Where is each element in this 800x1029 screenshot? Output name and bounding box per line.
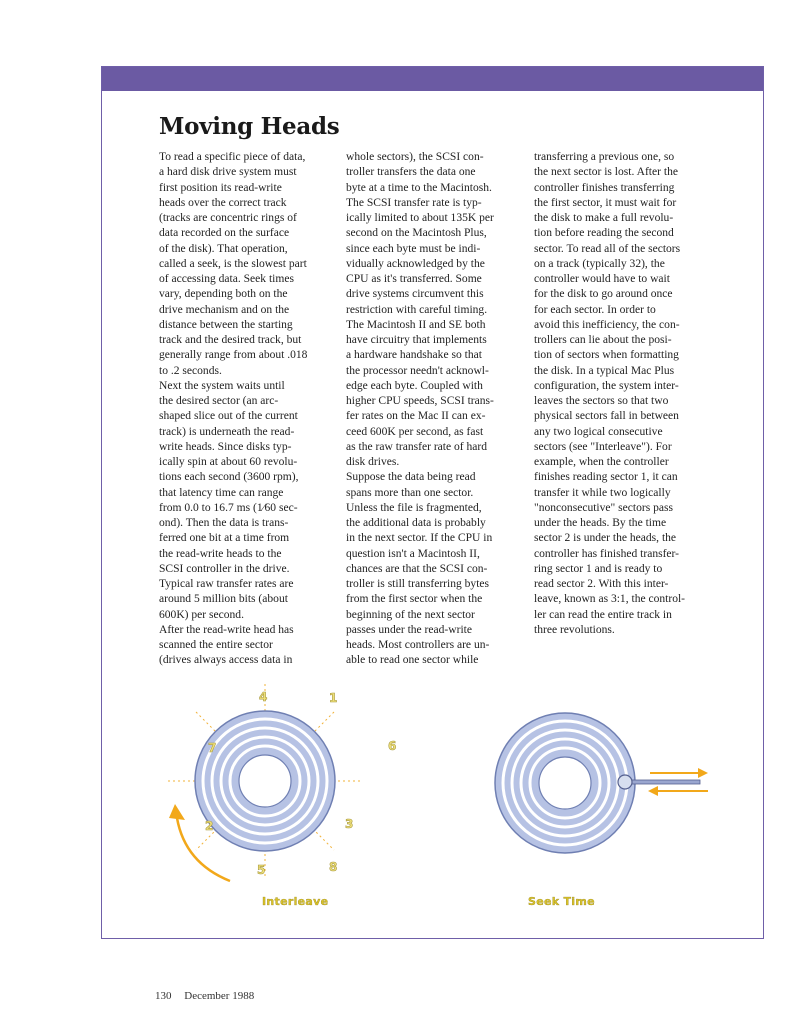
text-column-3: transferring a previous one, so the next sector is lost. After the controller finishes transferring the first sector, it must wait for the disk to make a full revolu- tion before reading the second sector. To read all of the sectors on a track (typically 32), the controller would have to wait for the disk to go around once for each sector. In order to avoid this inefficiency, the con- trollers can lie about the posi- tion of sectors when formatting the disk. In a typical Mac Plus configuration, the system inter- leaves the sectors so that two physical sectors fall in between any two logical consecutive sectors (see "Interleave"). For example, when the controller finishes reading sector 1, it can transfer it while two logically "nonconsecutive" sectors pass under the heads. By the time sector 2 is under the heads, the controller has finished transfer- ring sector 1 and is ready to read sector 2. With this inter- leave, known as 3:1, the control- ler can read the entire track in three revolutions. bbox=[534, 151, 686, 636]
disk-platter-2 bbox=[495, 713, 635, 853]
sector-label-8: 8 bbox=[329, 860, 338, 874]
seek-time-diagram bbox=[470, 678, 730, 913]
seek-time-caption: Seek Time bbox=[528, 895, 595, 908]
text-column-2: whole sectors), the SCSI con- troller transfers the data one byte at a time to the Macintosh. The SCSI transfer rate is typ- ically limited to about 135K per second on the Macintosh Plus, since each byte must be indi- vidually acknowledged by the CPU as it's transferred. Some drive systems circumvent this restriction with careful timing. The Macintosh II and SE both have circuitry that implements a hardware handshake so that the processor needn't acknowl- edge each byte. Coupled with higher CPU speeds, SCSI trans- fer rates on the Mac II can ex- ceed 600K per second, as fast as the raw transfer rate of hard disk drives. Suppose the data being read spans more than one sector. Unless the file is fragmented, the additional data is probably in the next sector. If the CPU in question isn't a Macintosh II, chances are that the SCSI con- troller is still transferring bytes from the first sector when the beginning of the next sector passes under the read-write heads. Most controllers are un- able to read one sector while bbox=[346, 151, 494, 667]
sector-label-3: 3 bbox=[345, 817, 354, 831]
read-write-head-arm bbox=[618, 775, 700, 789]
arrow-head bbox=[169, 804, 185, 820]
page-number: 130 bbox=[155, 990, 172, 1002]
sector-label-4: 4 bbox=[259, 690, 268, 704]
sector-label-5: 5 bbox=[257, 863, 266, 877]
sector-label-1: 1 bbox=[329, 691, 338, 705]
interleave-diagram bbox=[155, 678, 415, 913]
text-column-1: To read a specific piece of data, a hard disk drive system must first position its read-write heads over the correct track (tracks are concentric rings of data recorded on the surface of the disk). That operation, called a seek, is the slowest part of accessing data. Seek times vary, depending both on the drive mechanism and on the distance between the starting track and the desired track, but generally range from about .018 to .2 seconds. Next the system waits until the desired sector (an arc- shaped slice out of the current track) is underneath the read- write heads. Since disks typ- ically spin at about 60 revolu- tions each second (3600 rpm), that latency time can range from 0.0 to 16.7 ms (1⁄60 sec- ond). Then the data is trans- ferred one bit at a time from the read-write heads to the SCSI controller in the drive. Typical raw transfer rates are around 5 million bits (about 600K) per second. After the read-write head has scanned the entire sector (drives always access data in bbox=[159, 151, 308, 667]
sector-label-6: 6 bbox=[388, 739, 397, 753]
sector-label-7: 7 bbox=[208, 741, 217, 755]
issue-date: December 1988 bbox=[184, 990, 255, 1002]
sector-label-2: 2 bbox=[205, 819, 214, 833]
disk-platter bbox=[195, 711, 335, 851]
article-title: Moving Heads bbox=[159, 113, 340, 140]
interleave-caption: Interleave bbox=[262, 895, 329, 908]
page-footer bbox=[155, 990, 254, 1002]
